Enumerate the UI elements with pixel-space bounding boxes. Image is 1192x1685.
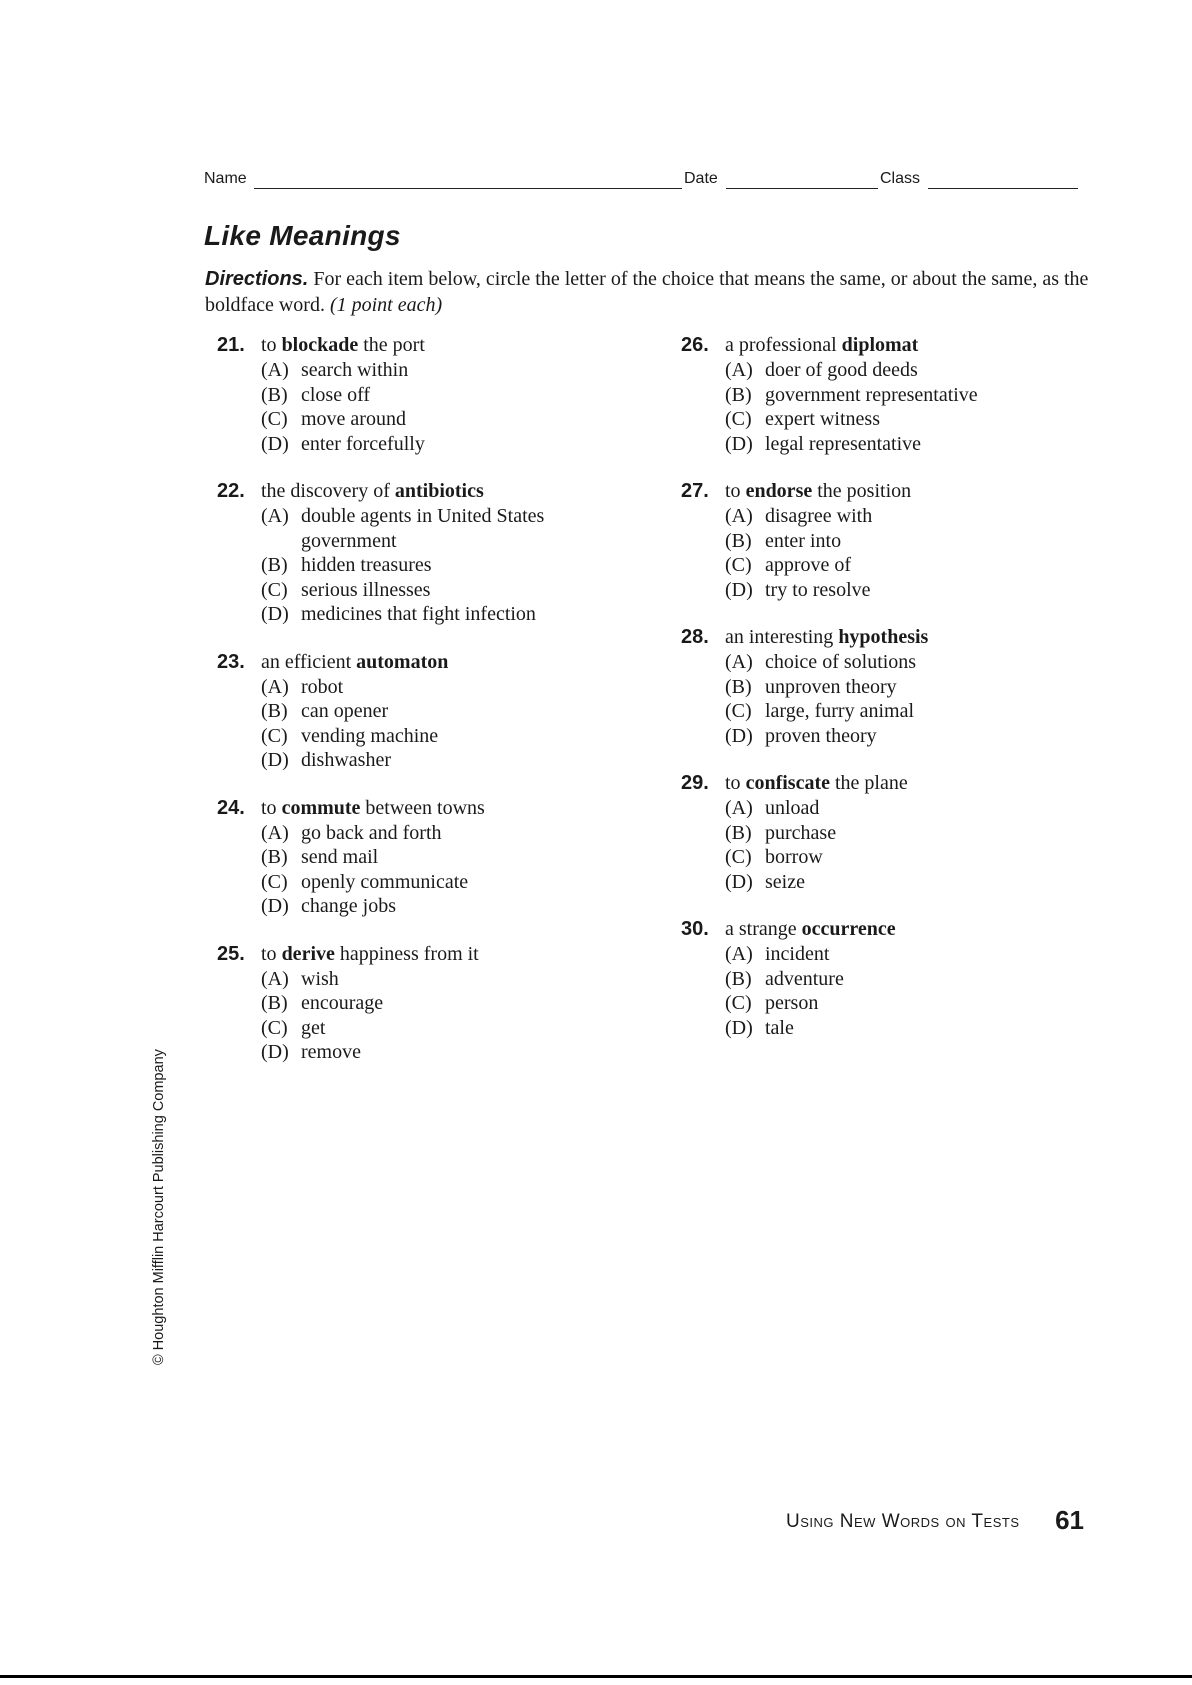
choice-letter[interactable]: (D) <box>725 578 753 601</box>
question-item <box>679 770 1099 894</box>
choice-text: close off <box>301 383 371 406</box>
choice-letter[interactable]: (C) <box>725 846 752 868</box>
directions-text: For each item below, circle the letter of the choice that means the same, or about the same, as the boldface word. <box>205 268 1089 316</box>
student-info-header <box>204 170 1076 192</box>
question-stem <box>261 478 635 504</box>
boldface-word: endorse <box>745 480 813 502</box>
answer-choices <box>261 821 635 919</box>
choice-letter[interactable]: (D) <box>261 1041 289 1063</box>
boldface-word: commute <box>281 796 361 819</box>
stem-text-before: an interesting <box>725 626 839 648</box>
stem-text-before: to <box>261 942 282 965</box>
answer-choice[interactable] <box>725 699 1099 724</box>
question-number: 21. <box>217 334 245 356</box>
choice-text: vending machine <box>301 724 439 747</box>
answer-choice[interactable] <box>725 675 1099 700</box>
choice-text: approve of <box>765 554 852 576</box>
question-item <box>215 478 635 627</box>
boldface-word: derive <box>281 942 335 965</box>
answer-choice[interactable] <box>261 894 635 919</box>
directions-points: (1 point each) <box>329 294 443 316</box>
stem-text-before: the discovery of <box>261 480 395 502</box>
choice-text: choice of solutions <box>765 651 917 673</box>
answer-choice[interactable] <box>725 942 1099 967</box>
boldface-word: confiscate <box>745 772 830 794</box>
choice-letter[interactable]: (C) <box>725 408 752 430</box>
answer-choices <box>261 504 635 627</box>
question-number: 22. <box>217 480 245 502</box>
class-label: Class <box>880 170 921 187</box>
answer-choice[interactable] <box>261 383 635 408</box>
question-stem <box>261 332 635 358</box>
choice-letter[interactable]: (D) <box>725 1016 753 1039</box>
answer-choice[interactable] <box>725 383 1099 408</box>
question-number: 24. <box>217 796 245 819</box>
choice-text: medicines that fight infection <box>301 603 536 625</box>
question-number: 27. <box>681 480 709 502</box>
choice-letter[interactable]: (B) <box>725 529 752 552</box>
question-stem <box>725 478 1099 504</box>
choice-text: enter into <box>765 529 842 552</box>
answer-choice[interactable] <box>725 578 1099 603</box>
choice-letter[interactable]: (D) <box>725 870 753 893</box>
choice-text: change jobs <box>301 895 396 917</box>
answer-choice[interactable] <box>725 870 1099 895</box>
directions-label: Directions. <box>205 268 309 290</box>
question-item <box>679 624 1099 748</box>
boldface-word: occurrence <box>801 918 896 940</box>
choice-text: purchase <box>765 821 837 844</box>
question-item <box>215 332 635 456</box>
answer-choice[interactable] <box>261 432 635 457</box>
question-item <box>679 916 1099 1040</box>
choice-text: tale <box>765 1016 794 1039</box>
choice-text: government representative <box>765 383 978 406</box>
answer-choices <box>725 358 1099 456</box>
choice-letter[interactable]: (B) <box>261 846 288 868</box>
question-stem <box>261 941 635 967</box>
choice-text: large, furry animal <box>765 700 915 722</box>
choice-letter[interactable]: (A) <box>261 675 289 698</box>
answer-choice[interactable] <box>261 553 635 578</box>
question-stem <box>725 332 1099 358</box>
choice-text: hidden treasures <box>301 554 432 576</box>
page-footer <box>786 1505 1086 1537</box>
page-number: 61 <box>1055 1505 1084 1535</box>
stem-text-before: to <box>725 480 746 502</box>
choice-text: move around <box>301 408 406 430</box>
answer-choice[interactable] <box>725 358 1099 383</box>
choice-letter[interactable]: (A) <box>261 967 289 990</box>
answer-choice[interactable] <box>261 675 635 700</box>
answer-choices <box>725 796 1099 894</box>
question-item <box>679 478 1099 602</box>
choice-letter[interactable]: (D) <box>261 749 289 771</box>
date-field[interactable] <box>726 188 878 189</box>
choice-text: try to resolve <box>765 578 871 601</box>
question-number: 30. <box>681 918 709 940</box>
choice-text: enter forcefully <box>301 432 425 455</box>
choice-text: get <box>301 1016 326 1039</box>
stem-text-after: between towns <box>360 796 485 819</box>
answer-choice[interactable] <box>261 358 635 383</box>
choice-letter[interactable]: (C) <box>725 554 752 576</box>
boldface-word: diplomat <box>841 334 919 356</box>
answer-choice[interactable] <box>261 991 635 1016</box>
answer-choice[interactable] <box>261 602 635 627</box>
stem-text-before: a strange <box>725 918 802 940</box>
answer-choice[interactable] <box>261 1016 635 1041</box>
choice-letter[interactable]: (A) <box>725 943 753 965</box>
choice-text: disagree with <box>765 505 873 527</box>
choice-text: serious illnesses <box>301 578 431 601</box>
answer-choice[interactable] <box>725 1016 1099 1041</box>
answer-choice[interactable] <box>261 845 635 870</box>
choice-letter[interactable]: (D) <box>725 724 753 747</box>
choice-letter[interactable]: (A) <box>261 505 289 527</box>
class-field[interactable] <box>928 188 1078 189</box>
question-number: 26. <box>681 334 709 356</box>
stem-text-before: to <box>725 772 746 794</box>
name-field[interactable] <box>254 188 682 189</box>
boldface-word: automaton <box>356 650 449 673</box>
choice-letter[interactable]: (B) <box>261 992 288 1014</box>
question-number: 28. <box>681 626 709 648</box>
choice-letter[interactable]: (C) <box>725 700 752 722</box>
answer-choice[interactable] <box>261 724 635 749</box>
question-stem <box>725 770 1099 796</box>
choice-text: proven theory <box>765 724 877 747</box>
footer-title: Using New Words on Tests <box>786 1511 1020 1532</box>
answer-choice[interactable] <box>725 724 1099 749</box>
stem-text-after: happiness from it <box>334 942 479 965</box>
choice-letter[interactable]: (D) <box>261 895 289 917</box>
name-label: Name <box>204 170 247 187</box>
answer-choice[interactable] <box>725 504 1099 529</box>
stem-text-before: to <box>261 334 282 356</box>
answer-choice[interactable] <box>261 1040 635 1065</box>
choice-letter[interactable]: (C) <box>261 724 288 747</box>
directions <box>205 266 1089 318</box>
choice-text: incident <box>765 943 830 965</box>
answer-choice[interactable] <box>261 870 635 895</box>
choice-text: encourage <box>301 992 384 1014</box>
choice-letter[interactable]: (B) <box>261 700 288 722</box>
choice-letter[interactable]: (B) <box>725 383 752 406</box>
choice-letter[interactable]: (C) <box>261 1016 288 1039</box>
choice-letter[interactable]: (C) <box>725 992 752 1014</box>
choice-letter[interactable]: (A) <box>725 359 753 381</box>
choice-text: borrow <box>765 846 823 868</box>
choice-letter[interactable]: (C) <box>261 408 288 430</box>
answer-choice[interactable] <box>725 967 1099 992</box>
stem-text-after: the position <box>812 480 912 502</box>
answer-choices <box>261 358 635 456</box>
choice-text: openly communicate <box>301 870 469 893</box>
question-item <box>215 795 635 919</box>
answer-choice[interactable] <box>725 821 1099 846</box>
choice-text: wish <box>301 967 339 990</box>
choice-text: send mail <box>301 846 379 868</box>
choice-text: go back and forth <box>301 821 442 844</box>
question-stem <box>725 916 1099 942</box>
answer-choices <box>261 675 635 773</box>
answer-choices <box>725 650 1099 748</box>
choice-text: doer of good deeds <box>765 359 918 381</box>
question-stem <box>261 795 635 821</box>
answer-choice[interactable] <box>725 553 1099 578</box>
answer-choice[interactable] <box>261 821 635 846</box>
page-title: Like Meanings <box>204 220 401 251</box>
bottom-rule <box>0 1675 1192 1678</box>
date-label: Date <box>684 170 718 187</box>
choice-text: can opener <box>301 700 389 722</box>
answer-choice[interactable] <box>261 504 635 553</box>
boldface-word: hypothesis <box>838 626 929 648</box>
answer-choices <box>725 942 1099 1040</box>
choice-letter[interactable]: (A) <box>261 821 289 844</box>
answer-choice[interactable] <box>725 991 1099 1016</box>
stem-text-before: to <box>261 796 282 819</box>
stem-text-before: a professional <box>725 334 842 356</box>
choice-text: double agents in United States government <box>301 505 545 552</box>
answer-choice[interactable] <box>261 967 635 992</box>
choice-text: expert witness <box>765 408 880 430</box>
answer-choice[interactable] <box>725 845 1099 870</box>
choice-text: person <box>765 992 819 1014</box>
choice-text: dishwasher <box>301 749 391 771</box>
choice-letter[interactable]: (D) <box>725 432 753 455</box>
answer-choices <box>261 967 635 1065</box>
choice-text: adventure <box>765 967 844 990</box>
boldface-word: antibiotics <box>394 480 484 502</box>
choice-letter[interactable]: (B) <box>725 675 752 698</box>
question-column-right <box>679 332 1099 1062</box>
choice-letter[interactable]: (C) <box>261 870 288 893</box>
stem-text-after: the plane <box>829 772 908 794</box>
question-stem <box>725 624 1099 650</box>
choice-letter[interactable]: (C) <box>261 578 288 601</box>
answer-choice[interactable] <box>725 650 1099 675</box>
choice-letter[interactable]: (B) <box>725 967 752 990</box>
choice-text: seize <box>765 870 805 893</box>
choice-letter[interactable]: (A) <box>725 651 753 673</box>
stem-text-after: the port <box>358 334 425 356</box>
choice-letter[interactable]: (B) <box>261 554 288 576</box>
question-number: 23. <box>217 650 245 673</box>
question-item <box>215 649 635 773</box>
choice-letter[interactable]: (B) <box>725 821 752 844</box>
copyright-notice-container <box>151 1049 169 1675</box>
choice-letter[interactable]: (A) <box>725 797 753 819</box>
choice-text: remove <box>301 1041 361 1063</box>
choice-text: robot <box>301 675 344 698</box>
choice-letter[interactable]: (B) <box>261 383 288 406</box>
choice-text: legal representative <box>765 432 922 455</box>
answer-choice[interactable] <box>725 529 1099 554</box>
boldface-word: blockade <box>281 334 359 356</box>
choice-text: search within <box>301 359 409 381</box>
choice-letter[interactable]: (D) <box>261 603 289 625</box>
question-stem <box>261 649 635 675</box>
answer-choice[interactable] <box>261 748 635 773</box>
copyright-notice: © Houghton Mifflin Harcourt Publishing Company <box>151 1049 167 1365</box>
answer-choice[interactable] <box>725 432 1099 457</box>
question-item <box>679 332 1099 456</box>
answer-choices <box>725 504 1099 602</box>
question-number: 25. <box>217 942 245 965</box>
answer-choice[interactable] <box>261 578 635 603</box>
stem-text-before: an efficient <box>261 650 357 673</box>
answer-choice[interactable] <box>725 796 1099 821</box>
choice-text: unload <box>765 797 820 819</box>
question-column-left <box>215 332 635 1087</box>
answer-choice[interactable] <box>261 407 635 432</box>
choice-letter[interactable]: (A) <box>725 505 753 527</box>
answer-choice[interactable] <box>725 407 1099 432</box>
question-number: 29. <box>681 772 709 794</box>
question-item <box>215 941 635 1065</box>
answer-choice[interactable] <box>261 699 635 724</box>
choice-letter[interactable]: (D) <box>261 432 289 455</box>
choice-letter[interactable]: (A) <box>261 359 289 381</box>
choice-text: unproven theory <box>765 675 897 698</box>
